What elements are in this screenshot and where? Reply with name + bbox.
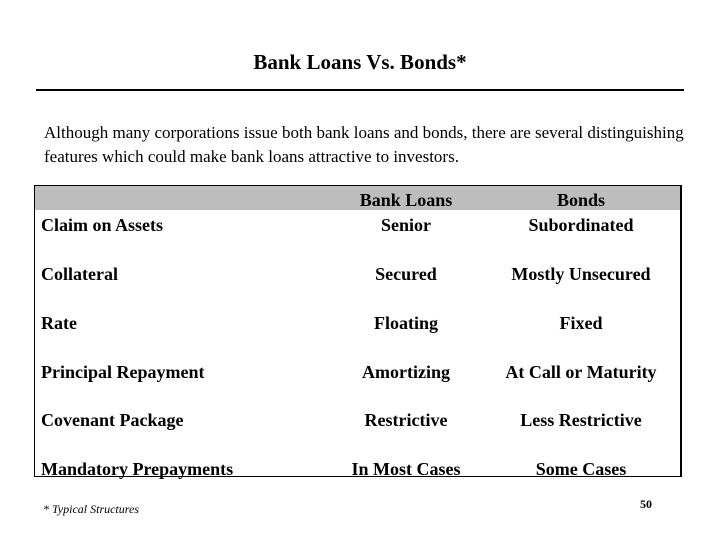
cell-bank-loans-repayment: Amortizing — [362, 362, 450, 382]
intro-paragraph: Although many corporations issue both bank loans and bonds, there are several distinguishing features which could make bank loans attractive to investors. — [44, 123, 684, 166]
row-label-collateral: Collateral — [41, 264, 118, 284]
cell-bank-loans-claim: Senior — [380, 215, 431, 235]
cell-bank-loans-collateral: Secured — [375, 264, 437, 284]
row-label-principal-repayment: Principal Repayment — [41, 362, 205, 382]
row-label-claim-on-assets: Claim on Assets — [41, 215, 164, 235]
comparison-table — [34, 185, 682, 477]
header-bank-loans: Bank Loans — [359, 190, 453, 210]
footnote: * Typical Structures — [43, 502, 139, 516]
cell-bonds-rate: Fixed — [559, 313, 603, 333]
cell-bank-loans-prepayments: In Most Cases — [351, 459, 461, 479]
row-label-rate: Rate — [41, 313, 77, 333]
row-label-mandatory-prepayments: Mandatory Prepayments — [41, 459, 234, 479]
cell-bonds-prepayments: Some Cases — [535, 459, 627, 479]
cell-bank-loans-rate: Floating — [373, 313, 438, 333]
cell-bonds-claim: Subordinated — [528, 215, 634, 235]
header-bonds: Bonds — [556, 190, 606, 210]
cell-bonds-covenant: Less Restrictive — [520, 410, 642, 430]
cell-bonds-collateral: Mostly Unsecured — [511, 264, 651, 284]
title-divider — [36, 89, 684, 91]
cell-bank-loans-covenant: Restrictive — [364, 410, 448, 430]
cell-bonds-repayment: At Call or Maturity — [505, 362, 657, 382]
page-number: 50 — [640, 497, 652, 511]
row-label-covenant-package: Covenant Package — [41, 410, 184, 430]
slide-title: Bank Loans Vs. Bonds* — [253, 50, 467, 74]
